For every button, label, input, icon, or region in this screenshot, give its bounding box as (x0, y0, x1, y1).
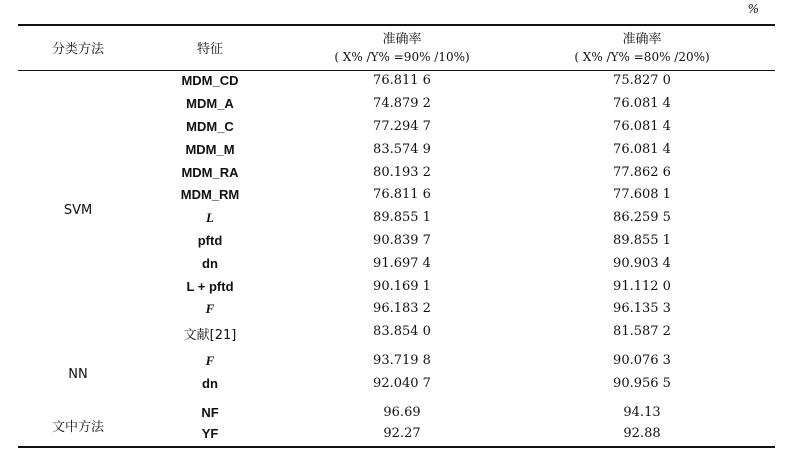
accuracy-1-cell: 76.811 6 (373, 73, 431, 88)
table-row (0, 376, 795, 398)
table-row (0, 233, 795, 255)
table-row (0, 73, 795, 95)
table-row (0, 353, 795, 375)
accuracy-1-cell: 74.879 2 (373, 96, 431, 111)
header-accuracy-1: 准确率 (382, 32, 422, 47)
feature-cell: YF (201, 426, 219, 441)
table-row (0, 301, 795, 323)
feature-cell: F (205, 353, 215, 368)
accuracy-2-cell: 77.862 6 (613, 165, 671, 180)
accuracy-1-cell: 83.854 0 (373, 324, 431, 339)
group-nn: NN (68, 367, 88, 382)
accuracy-1-cell: 90.169 1 (373, 279, 431, 294)
header-accuracy-1-split: ( X% /Y% =90% /10%) (334, 50, 470, 64)
accuracy-1-cell: 91.697 4 (373, 256, 431, 271)
feature-cell: MDM_C (186, 119, 234, 134)
feature-cell: L + pftd (186, 279, 234, 294)
feature-cell: MDM_M (185, 142, 235, 157)
accuracy-1-cell: 80.193 2 (373, 165, 431, 180)
top-rule (18, 24, 775, 26)
header-method: 分类方法 (51, 42, 104, 57)
feature-cell: MDM_RM (180, 187, 240, 202)
table-row (0, 142, 795, 164)
accuracy-2-cell: 96.135 3 (613, 301, 671, 316)
accuracy-2-cell: 92.88 (623, 426, 661, 441)
feature-cell: MDM_CD (181, 73, 239, 88)
feature-cell: MDM_A (186, 96, 234, 111)
accuracy-2-cell: 90.903 4 (613, 256, 671, 271)
accuracy-2-cell: 89.855 1 (613, 233, 671, 248)
feature-cell: dn (202, 256, 218, 271)
feature-cell: MDM_RA (181, 165, 239, 180)
feature-cell: dn (202, 376, 218, 391)
header-feature: 特征 (196, 42, 223, 57)
table-row (0, 426, 795, 448)
unit-label: % (747, 2, 759, 16)
accuracy-2-cell: 76.081 4 (613, 119, 671, 134)
accuracy-2-cell: 94.13 (623, 405, 661, 420)
accuracy-1-cell: 93.719 8 (373, 353, 431, 368)
accuracy-2-cell: 91.112 0 (613, 279, 671, 294)
bottom-rule (18, 446, 775, 448)
table-row (0, 210, 795, 232)
table-row (0, 96, 795, 118)
accuracy-2-cell: 90.076 3 (613, 353, 671, 368)
accuracy-2-cell: 81.587 2 (613, 324, 671, 339)
table-row (0, 187, 795, 209)
group-svm: SVM (63, 203, 93, 218)
accuracy-2-cell: 76.081 4 (613, 142, 671, 157)
header-rule (18, 70, 775, 71)
accuracy-2-cell: 86.259 5 (613, 210, 671, 225)
accuracy-1-cell: 90.839 7 (373, 233, 431, 248)
accuracy-2-cell: 76.081 4 (613, 96, 671, 111)
header-accuracy-2: 准确率 (622, 32, 662, 47)
table-row (0, 279, 795, 301)
feature-cell: 文献[21] (183, 328, 237, 343)
feature-cell: L (206, 210, 214, 225)
accuracy-1-cell: 92.27 (383, 426, 421, 441)
table-row (0, 324, 795, 346)
accuracy-2-cell: 75.827 0 (613, 73, 671, 88)
feature-cell: NF (201, 405, 219, 420)
accuracy-1-cell: 96.183 2 (373, 301, 431, 316)
feature-cell: pftd (197, 233, 223, 248)
accuracy-1-cell: 77.294 7 (373, 119, 431, 134)
accuracy-2-cell: 90.956 5 (613, 376, 671, 391)
header-accuracy-2-split: ( X% /Y% =80% /20%) (574, 50, 710, 64)
accuracy-1-cell: 92.040 7 (373, 376, 431, 391)
feature-cell: F (205, 301, 215, 316)
accuracy-2-cell: 77.608 1 (613, 187, 671, 202)
accuracy-1-cell: 76.811 6 (373, 187, 431, 202)
group-proposed: 文中方法 (51, 420, 104, 435)
table-row (0, 119, 795, 141)
accuracy-1-cell: 89.855 1 (373, 210, 431, 225)
accuracy-1-cell: 96.69 (383, 405, 421, 420)
accuracy-1-cell: 83.574 9 (373, 142, 431, 157)
table-row (0, 165, 795, 187)
table-row (0, 405, 795, 427)
table-row (0, 256, 795, 278)
